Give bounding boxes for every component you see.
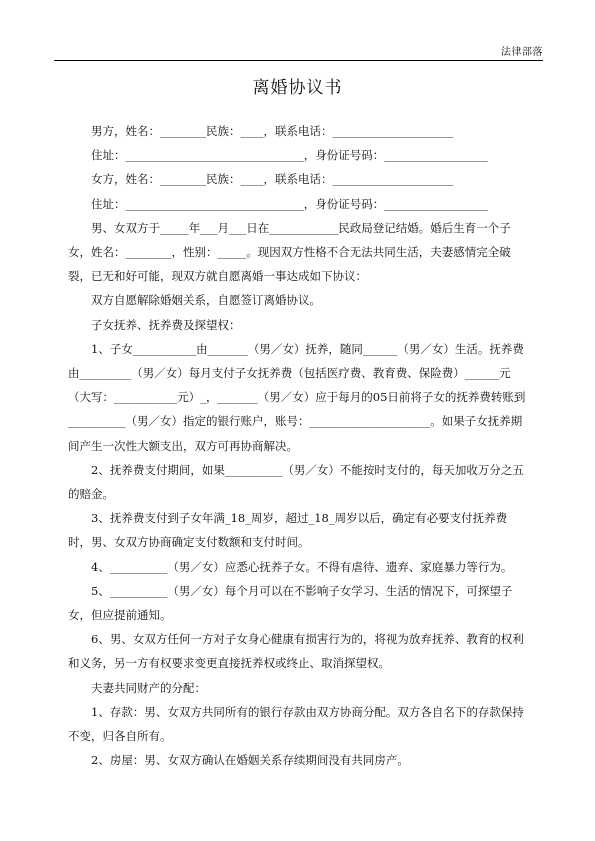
document-body [68, 119, 528, 772]
male-address-line: 住址：_______________________________，身份证号码：__________________ [91, 148, 488, 163]
clause-custody-1: 1、子女___________由_______（男／女）抚养，随同______（男／女）生活。抚养费由_________（男／女）每月支付子女抚养费（包括医疗费、教育费、保险费）______元（大写：___________元）_，_______（男／女）应于每月的05日前将子女的抚养费转账到__________（男／女）指定的银行账户，账号：_____________________。如果子女抚养期间产生一次性大额支出，双方可再协商解决。 [68, 341, 526, 453]
male-name-line: 男方，姓名：________民族：____，联系电话：_____________________ [91, 124, 454, 138]
female-address-line: 住址：_______________________________，身份证号码：__________________ [91, 196, 488, 211]
marriage-statement: 男、女双方于_____年___月___日在____________民政局登记结婚。婚后生育一个子女，姓名：________，性别：_____。现因双方性格不合无法共同生活，夫妻感情完全破裂，已无和好可能，现双方就自愿离婚一事达成如下协议： [68, 220, 511, 284]
clause-custody-4: 4、__________（男／女）应悉心抚养子女。不得有虐待、遗弃、家庭暴力等行为。 [91, 559, 513, 574]
clause-custody-6: 6、男、女双方任何一方对子女身心健康有损害行为的，将视为放弃抚养、教育的权利和义务，另一方有权要求变更直接抚养权或终止、取消探望权。 [68, 632, 524, 671]
clause-property-1: 1、存款：男、女双方共同所有的银行存款由双方协商分配。双方各自名下的存款保持不变，归各自所有。 [68, 704, 524, 744]
clause-property-2: 2、房屋：男、女双方确认在婚姻关系存续期间没有共同房产。 [91, 753, 409, 768]
clause-custody-3: 3、抚养费支付到子女年满_18_周岁，超过_18_周岁以后，确定有必要支付抚养费时，男、女双方协商确定支付数额和支付时间。 [68, 511, 508, 550]
page-header: 法律部落 [54, 43, 543, 61]
divorce-agreement-statement: 双方自愿解除婚姻关系，自愿签订离婚协议。 [91, 293, 321, 308]
section-heading-custody: 子女抚养、抚养费及探望权： [91, 317, 241, 332]
document-title: 离婚协议书 [252, 78, 343, 98]
section-heading-property: 夫妻共同财产的分配： [91, 680, 206, 695]
clause-custody-5: 5、__________（男／女）每个月可以在不影响子女学习、生活的情况下，可探望子女，但应提前通知。 [68, 583, 513, 623]
clause-custody-2: 2、抚养费支付期间，如果__________（男／女）不能按时支付的，每天加收万分之五的赔金。 [68, 462, 524, 502]
female-name-line: 女方，姓名：________民族：____，联系电话：_____________________ [91, 172, 454, 187]
